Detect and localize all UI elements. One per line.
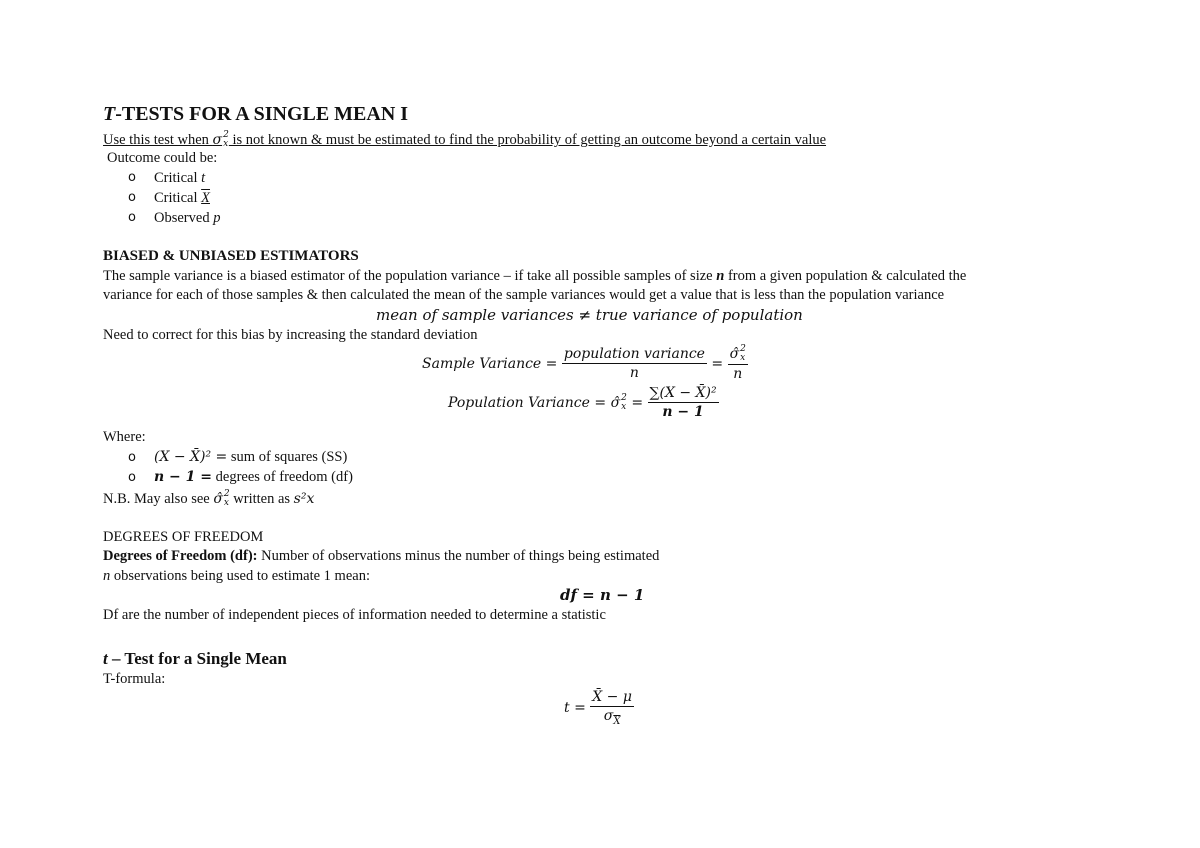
dof-observations-line: n observations being used to estimate 1 mean: bbox=[103, 568, 370, 584]
t-formula: t = $\frac{X̄ - \mu}{\sigma_{\overline{X}}}$ bbox=[564, 689, 632, 727]
bullet-marker: o bbox=[128, 450, 136, 465]
dof-definition: Degrees of Freedom (df): Number of observations minus the number of things being estimated bbox=[103, 548, 660, 564]
sigma-x-bar: $\sigma_{\overline{X}}$ bbox=[603, 708, 621, 727]
nb-note: N.B. May also see σ̂ 2 x written as s²x bbox=[103, 489, 315, 508]
page-title: T-TESTS FOR A SINGLE MEAN I bbox=[103, 103, 409, 125]
dof-heading: DEGREES OF FREEDOM bbox=[103, 529, 264, 545]
biased-heading: BIASED & UNBIASED ESTIMATORS bbox=[103, 248, 359, 264]
list-item: Observed p bbox=[154, 210, 221, 226]
biased-paragraph-line1: The sample variance is a biased estimator of the population variance – if take all possible samples of size n from a given population & calculated the bbox=[103, 268, 967, 284]
list-item: (X − X̄)² = sum of squares (SS) bbox=[154, 449, 348, 465]
bullet-marker: o bbox=[128, 170, 136, 185]
dof-closing: Df are the number of independent pieces of information needed to determine a statistic bbox=[103, 607, 606, 623]
sigma-x-squared: σ 2 x bbox=[212, 130, 229, 149]
outcome-label: Outcome could be: bbox=[107, 150, 218, 166]
ttest-heading: t – Test for a Single Mean bbox=[103, 649, 287, 668]
usage-line: Use this test when σ 2 x is not known & must be estimated to find the probability of getting an outcome beyond a certain value bbox=[103, 130, 827, 149]
where-label: Where: bbox=[103, 429, 146, 445]
correction-line: Need to correct for this bias by increasing the standard deviation bbox=[103, 327, 478, 343]
bullet-marker: o bbox=[128, 210, 136, 225]
sample-variance-equation: Sample Variance = $\frac{\text{population variance}}{n}$ = σ̂ 2 x n bbox=[422, 344, 746, 382]
dof-formula: df = n − 1 bbox=[560, 586, 645, 604]
list-item: n − 1 = degrees of freedom (df) bbox=[154, 469, 353, 485]
sigma-hat-x-squared: σ̂ 2 x bbox=[729, 344, 746, 363]
sigma-hat-x-squared: σ̂ 2 x bbox=[610, 392, 627, 412]
list-item: Critical X bbox=[154, 190, 210, 206]
sigma-hat-x-squared: σ̂ 2 x bbox=[213, 489, 230, 508]
population-variance-equation: Population Variance = σ̂ 2 x = $\frac{\text{∑(X − X̄)²}}{n - 1}$ bbox=[448, 385, 717, 421]
biased-paragraph-line2: variance for each of those samples & then calculated the mean of the sample variances would get a value that is less than the population variance bbox=[103, 287, 945, 303]
bullet-marker: o bbox=[128, 470, 136, 485]
bullet-marker: o bbox=[128, 190, 136, 205]
list-item: Critical t bbox=[154, 170, 206, 186]
inequality-statement: mean of sample variances ≠ true variance of population bbox=[376, 306, 803, 324]
t-formula-label: T-formula: bbox=[103, 671, 166, 687]
